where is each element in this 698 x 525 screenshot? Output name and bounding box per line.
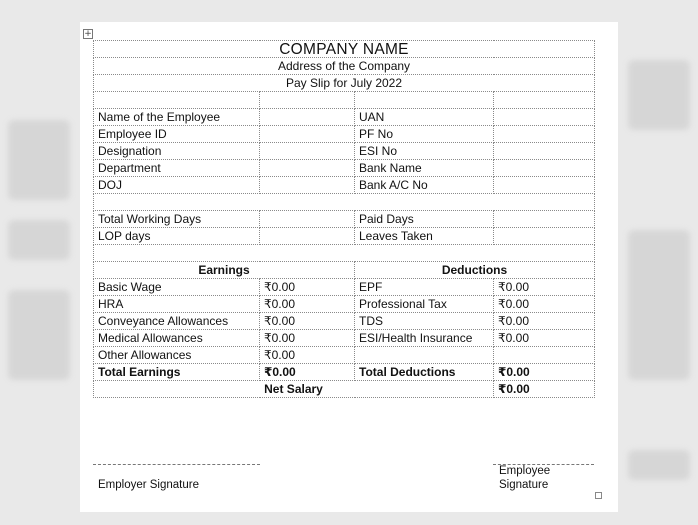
earning-label[interactable]: HRA bbox=[94, 296, 260, 313]
deductions-header[interactable]: Deductions bbox=[355, 262, 595, 279]
deduction-amount[interactable]: ₹0.00 bbox=[494, 330, 595, 347]
table-cell[interactable] bbox=[94, 245, 595, 262]
total-earnings-label[interactable]: Total Earnings bbox=[94, 364, 260, 381]
net-salary-label[interactable]: Net Salary bbox=[94, 381, 494, 398]
paid-days-value[interactable] bbox=[494, 211, 595, 228]
net-salary-row bbox=[94, 381, 595, 398]
esi-no-value[interactable] bbox=[494, 143, 595, 160]
earning-label[interactable]: Medical Allowances bbox=[94, 330, 260, 347]
leaves-taken-label[interactable]: Leaves Taken bbox=[355, 228, 494, 245]
table-row bbox=[94, 330, 595, 347]
paid-days-label[interactable]: Paid Days bbox=[355, 211, 494, 228]
earning-amount[interactable]: ₹0.00 bbox=[260, 330, 355, 347]
bank-account-value[interactable] bbox=[494, 177, 595, 194]
table-cell[interactable] bbox=[94, 194, 595, 211]
deduction-label[interactable]: Professional Tax bbox=[355, 296, 494, 313]
table-cell[interactable] bbox=[494, 92, 595, 109]
bank-account-label[interactable]: Bank A/C No bbox=[355, 177, 494, 194]
employee-name-label[interactable]: Name of the Employee bbox=[94, 109, 260, 126]
background-blur bbox=[8, 290, 70, 380]
total-earnings-amount[interactable]: ₹0.00 bbox=[260, 364, 355, 381]
spacer-row bbox=[94, 194, 595, 211]
earning-label[interactable]: Basic Wage bbox=[94, 279, 260, 296]
pf-no-label[interactable]: PF No bbox=[355, 126, 494, 143]
document-page bbox=[80, 22, 618, 512]
designation-label[interactable]: Designation bbox=[94, 143, 260, 160]
table-row bbox=[94, 347, 595, 364]
pf-no-value[interactable] bbox=[494, 126, 595, 143]
deduction-amount[interactable] bbox=[494, 347, 595, 364]
table-row bbox=[94, 279, 595, 296]
employer-signature-label[interactable]: Employer Signature bbox=[98, 479, 199, 491]
earning-amount[interactable]: ₹0.00 bbox=[260, 313, 355, 330]
employee-id-label[interactable]: Employee ID bbox=[94, 126, 260, 143]
table-row bbox=[94, 109, 595, 126]
background-blur bbox=[628, 230, 690, 380]
uan-label[interactable]: UAN bbox=[355, 109, 494, 126]
table-row bbox=[94, 143, 595, 160]
total-deductions-label[interactable]: Total Deductions bbox=[355, 364, 494, 381]
earning-label[interactable]: Other Allowances bbox=[94, 347, 260, 364]
deduction-amount[interactable]: ₹0.00 bbox=[494, 279, 595, 296]
net-salary-amount[interactable]: ₹0.00 bbox=[494, 381, 595, 398]
employee-id-value[interactable] bbox=[260, 126, 355, 143]
table-cell[interactable] bbox=[94, 92, 260, 109]
table-row bbox=[94, 228, 595, 245]
table-cell[interactable] bbox=[355, 92, 494, 109]
department-value[interactable] bbox=[260, 160, 355, 177]
lop-days-label[interactable]: LOP days bbox=[94, 228, 260, 245]
deduction-amount[interactable]: ₹0.00 bbox=[494, 313, 595, 330]
earning-amount[interactable]: ₹0.00 bbox=[260, 279, 355, 296]
table-row bbox=[94, 177, 595, 194]
leaves-taken-value[interactable] bbox=[494, 228, 595, 245]
background-blur bbox=[8, 220, 70, 260]
company-name[interactable]: COMPANY NAME bbox=[94, 41, 595, 58]
table-move-handle-icon[interactable]: + bbox=[84, 29, 92, 39]
bank-name-label[interactable]: Bank Name bbox=[355, 160, 494, 177]
esi-no-label[interactable]: ESI No bbox=[355, 143, 494, 160]
doj-value[interactable] bbox=[260, 177, 355, 194]
designation-value[interactable] bbox=[260, 143, 355, 160]
employee-signature-label[interactable] bbox=[499, 464, 550, 492]
doj-label[interactable]: DOJ bbox=[94, 177, 260, 194]
background-blur bbox=[628, 450, 690, 480]
earning-amount[interactable]: ₹0.00 bbox=[260, 347, 355, 364]
background-blur bbox=[8, 120, 70, 200]
deduction-label[interactable]: ESI/Health Insurance bbox=[355, 330, 494, 347]
table-row bbox=[94, 126, 595, 143]
spacer-row bbox=[94, 92, 595, 109]
deduction-amount[interactable]: ₹0.00 bbox=[494, 296, 595, 313]
total-working-days-label[interactable]: Total Working Days bbox=[94, 211, 260, 228]
employee-signature-line2: Signature bbox=[499, 479, 549, 491]
table-row bbox=[94, 160, 595, 177]
earning-amount[interactable]: ₹0.00 bbox=[260, 296, 355, 313]
deduction-label[interactable]: EPF bbox=[355, 279, 494, 296]
employee-signature-line1: Employee bbox=[499, 465, 551, 477]
deduction-label[interactable] bbox=[355, 347, 494, 364]
table-row bbox=[94, 313, 595, 330]
department-label[interactable]: Department bbox=[94, 160, 260, 177]
lop-days-value[interactable] bbox=[260, 228, 355, 245]
table-cell[interactable] bbox=[260, 92, 355, 109]
totals-row bbox=[94, 364, 595, 381]
total-deductions-amount[interactable]: ₹0.00 bbox=[494, 364, 595, 381]
earning-label[interactable]: Conveyance Allowances bbox=[94, 313, 260, 330]
pay-slip-title[interactable]: Pay Slip for July 2022 bbox=[94, 75, 595, 92]
spacer-row bbox=[94, 245, 595, 262]
employer-signature-line bbox=[93, 464, 260, 465]
uan-value[interactable] bbox=[494, 109, 595, 126]
pay-slip-table bbox=[93, 40, 595, 398]
salary-header-row bbox=[94, 262, 595, 279]
deduction-label[interactable]: TDS bbox=[355, 313, 494, 330]
total-working-days-value[interactable] bbox=[260, 211, 355, 228]
table-row bbox=[94, 296, 595, 313]
bank-name-value[interactable] bbox=[494, 160, 595, 177]
table-row bbox=[94, 211, 595, 228]
company-address[interactable]: Address of the Company bbox=[94, 58, 595, 75]
employee-name-value[interactable] bbox=[260, 109, 355, 126]
earnings-header[interactable]: Earnings bbox=[94, 262, 355, 279]
end-of-cell-marker bbox=[595, 492, 602, 499]
background-blur bbox=[628, 60, 690, 130]
